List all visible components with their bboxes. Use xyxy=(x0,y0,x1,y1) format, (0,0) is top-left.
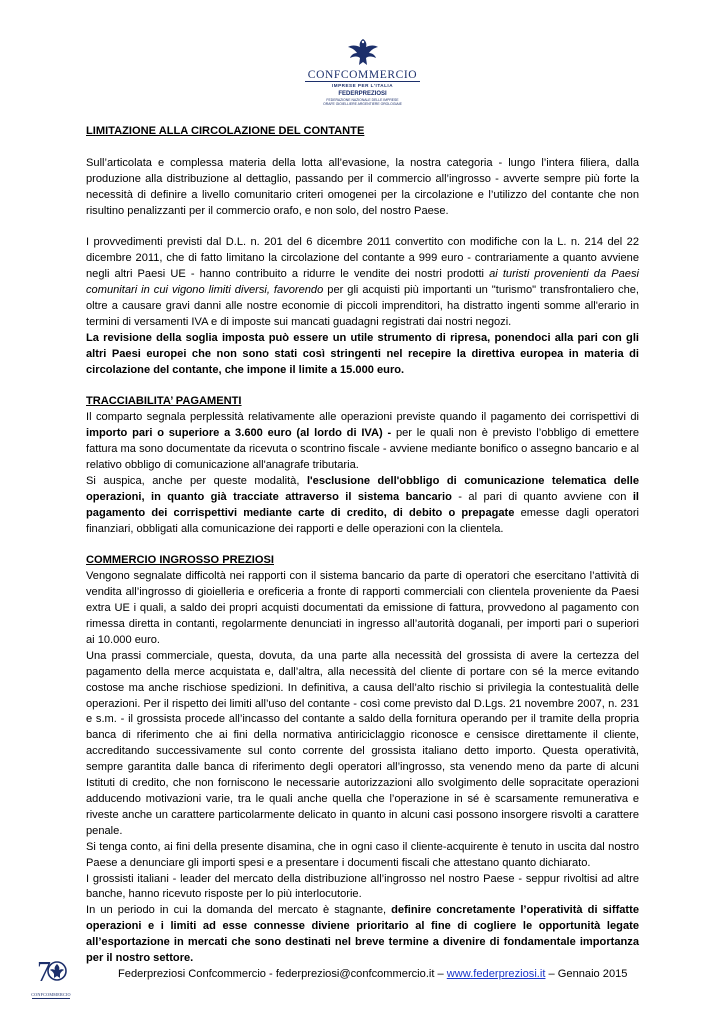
footer-website-link[interactable]: www.federpreziosi.it xyxy=(446,968,546,980)
page-footer xyxy=(118,967,627,981)
paragraph: Sull’articolata e complessa materia della lotta all’evasione, la nostra categoria - lungo l’intera filiera, dalla produzione alla distribuzione al dettaglio, passando per il commercio all’ingrosso - avverte sempre più forte la necessità di definire a livello comunitario criteri omogenei per la circolazione e l’utilizzo del contante che non risultino penalizzanti per il commercio orafo, e non solo, del nostro Paese. xyxy=(86,156,639,217)
section-title-ingrosso: COMMERCIO INGROSSO PREZIOSI xyxy=(86,554,274,567)
federation-name: FEDERPREZIOSI xyxy=(338,91,387,97)
federation-desc-1: FEDERAZIONE NAZIONALE DELLE IMPRESE xyxy=(326,98,399,102)
paragraph: Una prassi commerciale, questa, dovuta, da una parte alla necessità del grossista di avere la certezza del pagamento della merce acquistata e, dall’altra, alla necessità del cliente di portare con sé la merce evitando costose ma anche rischiose spedizioni. In definitiva, a causa dell’alto rischio si privilegia la contestualità delle operazioni. Per il rispetto dei limiti all’uso del contante - così come previsto dal D.Lgs. 21 novembre 2007, n. 231 e s.m. - il grossista procede all’incasso del contante a saldo della fornitura operando per il tramite della propria banca di riferimento che ai fini della normativa antiriciclaggio riconosce e censisce direttamente il cliente, accreditando successivamente sul conto corrente del grossista italiano detto importo. Questa operatività, sempre garantita dalle banca di riferimento degli operatori all’ingrosso, sta venendo meno da parte di alcuni Istituti di credito, che non forniscono le necessarie autorizzazioni allo svolgimento delle sopracitate operazioni adducendo motivazioni varie, tra le quali anche quella che l’operazione in sé è scarsamente remunerativa e riveste anche un carattere particolarmente delicato in quanto in alcuni casi possono insorgere risvolti a carattere penale. xyxy=(86,649,639,837)
paragraph: Il comparto segnala perplessità relativamente alle operazioni previste quando il pagamento dei corrispettivi di importo pari o superiore a 3.600 euro (al lordo di IVA) - per le quali non è previsto l’obbligo di emettere fattura ma sono documentate da ricevuta o scontrino fiscale - avviene mediante bonifico o assegno bancario e al relativo obbligo di comunicazione all'anagrafe tributaria. xyxy=(86,411,639,471)
paragraph: I grossisti italiani - leader del mercato della distribuzione all’ingrosso nel nostro Paese - seppur rivoltisi ad altre banche, hanno ricevuto risposte per lo più interlocutorie. xyxy=(86,872,639,901)
mini-brand-name: CONFCOMMERCIO xyxy=(31,992,71,997)
footer-text: Federpreziosi Confcommercio - federpreziosi@confcommercio.it – xyxy=(118,968,447,980)
paragraph-bold: La revisione della soglia imposta può essere un utile strumento di ripresa, ponendoci alla pari con gli altri Paesi europei che non sono stati così stringenti nel recepire la direttiva europea in materia di circolazione del contante, che impone il limite a 15.000 euro. xyxy=(86,331,639,376)
eagle-emblem-icon xyxy=(346,38,380,68)
federation-desc-2: ORAFE GIOIELLIERE ARGENTIERE OROLOGIAIE xyxy=(323,102,402,106)
paragraph: In un periodo in cui la domanda del mercato è stagnante, definire concretamente l’operatività di siffatte operazioni e i limiti ad esse connesse diviene prioritario al fine di cogliere le opportunità legate all’esportazione in mercati che sono destinati nel breve termine a divenire di fondamentale importanza per il nostro settore. xyxy=(86,904,639,965)
brand-name: CONFCOMMERCIO xyxy=(307,69,418,81)
paragraph: Si auspica, anche per queste modalità, l'esclusione dell'obbligo di comunicazione telematica delle operazioni, in quanto già tracciate attraverso il sistema bancario - al pari di quanto avviene con il pagamento dei corrispettivi mediante carte di credito, di debito o prepagate emesse dagli operatori finanziari, obbligati alla comunicazione dei rapporti e delle operazioni con la clientela. xyxy=(86,474,640,535)
paragraph: I provvedimenti previsti dal D.L. n. 201 del 6 dicembre 2011 convertito con modifiche con la L. n. 214 del 22 dicembre 2011, che di fatto limitano la circolazione del contante a 999 euro - contrariamente a quanto avviene negli altri Paesi UE - hanno contribuito a ridurre le vendite dei nostri prodotti ai turisti provenienti da Paesi comunitari in cui vigono limiti diversi, favorendo per gli acquisti più importanti un "turismo" transfrontaliero che, oltre a causare gravi danni alle nostre economie di piccoli imprenditori, ha distratto ingenti somme all'erario in termini di versamenti IVA e di imposte sui mancati guadagni registrati dai nostri negozi. xyxy=(86,236,639,328)
paragraph: Si tenga conto, ai fini della presente disamina, che in ogni caso il cliente-acquirente è tenuto in uscita dal nostro Paese a denunciare gli importi spesi e a presentare i documenti fiscali che attestano quanto dichiarato. xyxy=(86,840,639,869)
document-body xyxy=(86,124,639,967)
anniversary-logo xyxy=(28,955,74,1005)
section-title-contante: LIMITAZIONE ALLA CIRCOLAZIONE DEL CONTANTE xyxy=(86,125,365,137)
confcommercio-logo xyxy=(305,38,420,116)
svg-text:7: 7 xyxy=(37,957,51,987)
footer-date: – Gennaio 2015 xyxy=(545,968,628,980)
brand-tagline: IMPRESE PER L'ITALIA xyxy=(305,81,420,89)
seventy-years-emblem-icon xyxy=(31,955,71,987)
paragraph: Vengono segnalate difficoltà nei rapporti con il sistema bancario da parte di operatori che esercitano l’attività di vendita all’ingrosso di gioielleria e oreficeria a fronte di rapporti commerciali con clientela proveniente da Paesi extra UE i quali, a saldo dei propri acquisti documentati da emissione di fattura, provvedono al pagamento con rimessa diretta in contanti, regolarmente denunciati in ingresso all’autorità doganali, per importi pari o superiori ai 10.000 euro. xyxy=(86,570,639,646)
section-title-tracciabilita: TRACCIABILITA’ PAGAMENTI xyxy=(86,395,242,408)
